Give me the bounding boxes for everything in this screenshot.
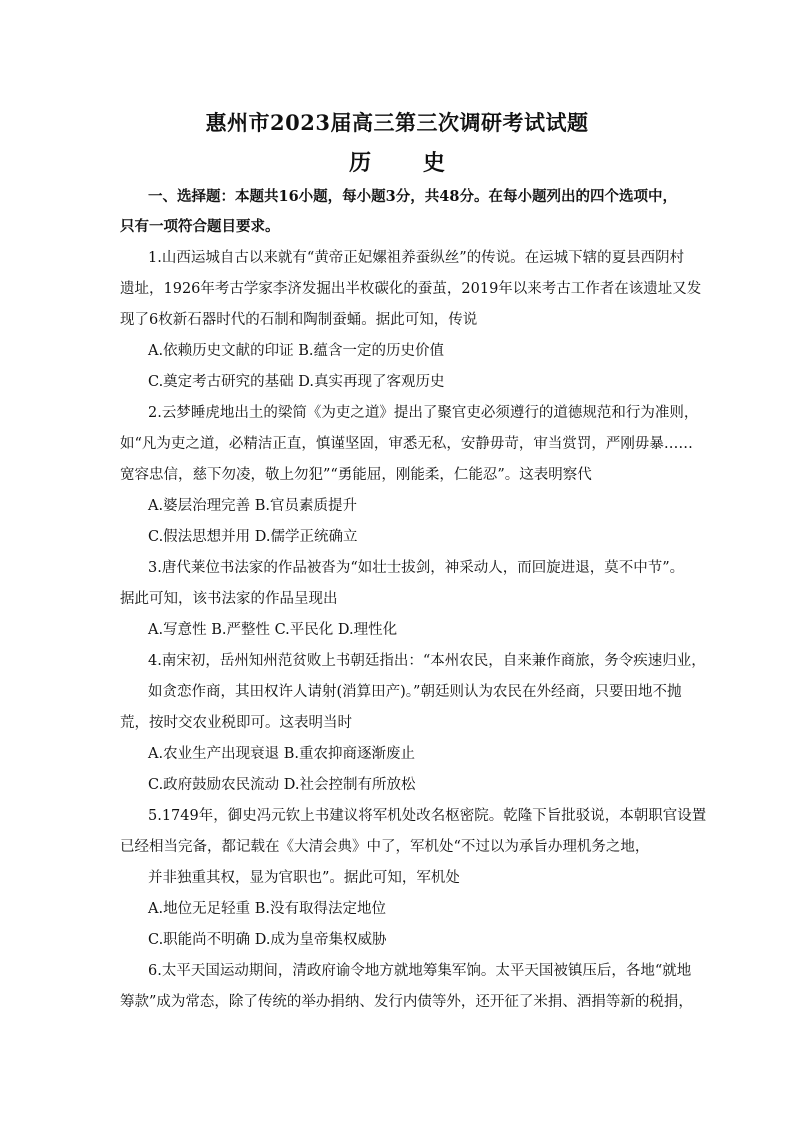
question-5-options: A.地位无足轻重 B.没有取得法定地位 <box>148 901 386 917</box>
question-2-options: C.假法思想并用 D.儒学正统确立 <box>148 529 358 545</box>
question-6-stem: 筹款”成为常态，除了传统的举办捐纳、发行内债等外，还开征了米捐、酒捐等新的税捐， <box>120 994 693 1010</box>
exam-title: 惠州市2023届高三第三次调研考试试题 <box>205 110 589 135</box>
question-5-options: C.职能尚不明确 D.成为皇帝集权威胁 <box>148 932 387 948</box>
section-heading: 一、选择题：本题共16小题，每小题3分，共48分。在每小题列出的四个选项中， <box>148 188 677 205</box>
question-2-stem: 宽容忠信，慈下勿凌，敬上勿犯”“勇能屈，刚能柔，仁能忍”。这表明察代 <box>120 467 592 483</box>
question-1-options: A.依赖历史文献的印证 B.蕴含一定的历史价值 <box>148 343 444 359</box>
question-2-stem: 如“凡为吏之道，必精洁正直，慎谨坚固，审悉无私，安静毋苛，审当赏罚，严刚毋暴…… <box>120 436 693 452</box>
question-1-stem: 1.山西运城自古以来就有“黄帝正妃嫘祖养蚕纵丝”的传说。在运城下辖的夏县西阴村 <box>148 250 685 266</box>
question-1-stem: 遗址，1926年考古学家李济发掘出半枚碳化的蚕茧，2019年以来考古工作者在该遗址又发 <box>120 281 702 297</box>
question-2-options: A.婆层治理完善 B.官员素质提升 <box>148 498 357 514</box>
section-heading-cont: 只有一项符合题目要求。 <box>120 218 280 235</box>
question-1-options: C.奠定考古研究的基础 D.真实再现了客观历史 <box>148 374 445 390</box>
question-5-stem: 并非独重其权，显为官职也”。据此可知，军机处 <box>148 870 460 886</box>
question-6-stem: 6.太平天国运动期间，清政府谕令地方就地筹集军饷。太平天国被镇压后，各地“就地 <box>148 963 692 979</box>
question-4-options: A.农业生产出现衰退 B.重农抑商逐渐废止 <box>148 746 415 762</box>
question-1-stem: 现了6枚新石器时代的石制和陶制蚕蛹。据此可知，传说 <box>120 312 478 328</box>
subject-heading <box>0 146 794 177</box>
question-4-stem: 4.南宋初，岳州知州范贫败上书朝廷指出：“本州农民，自来兼作商旅，务令疾速归业， <box>148 653 706 669</box>
question-4-stem: 如贪恋作商，其田权许人请射(消算田产)。”朝廷则认为农民在外经商，只要田地不抛 <box>148 684 682 700</box>
question-5-stem: 5.1749年，御史冯元钦上书建议将军机处改名枢密院。乾隆下旨批驳说，本朝职官设置 <box>148 808 707 824</box>
question-3-stem: 3.唐代莱位书法家的作品被沓为“如壮士拔剑，神采动人，而回旋进退，莫不中节”。 <box>148 560 685 576</box>
question-4-options: C.政府鼓励农民流动 D.社会控制有所放松 <box>148 777 416 793</box>
question-5-stem: 已经相当完备，都记载在《大清会典》中了，军机处“不过以为承旨办理机务之地， <box>120 839 650 855</box>
question-2-stem: 2.云梦睡虎地出土的梁简《为吏之道》提出了聚官吏必须遵行的道德规范和行为准则， <box>148 405 699 421</box>
subject-text: 历 史 <box>349 150 467 176</box>
question-3-options: A.写意性 B.严整性 C.平民化 D.理性化 <box>148 622 398 638</box>
question-4-stem: 荒，按时交农业税即可。这表明当时 <box>120 715 352 731</box>
question-3-stem: 据此可知，该书法家的作品呈现出 <box>120 591 338 607</box>
